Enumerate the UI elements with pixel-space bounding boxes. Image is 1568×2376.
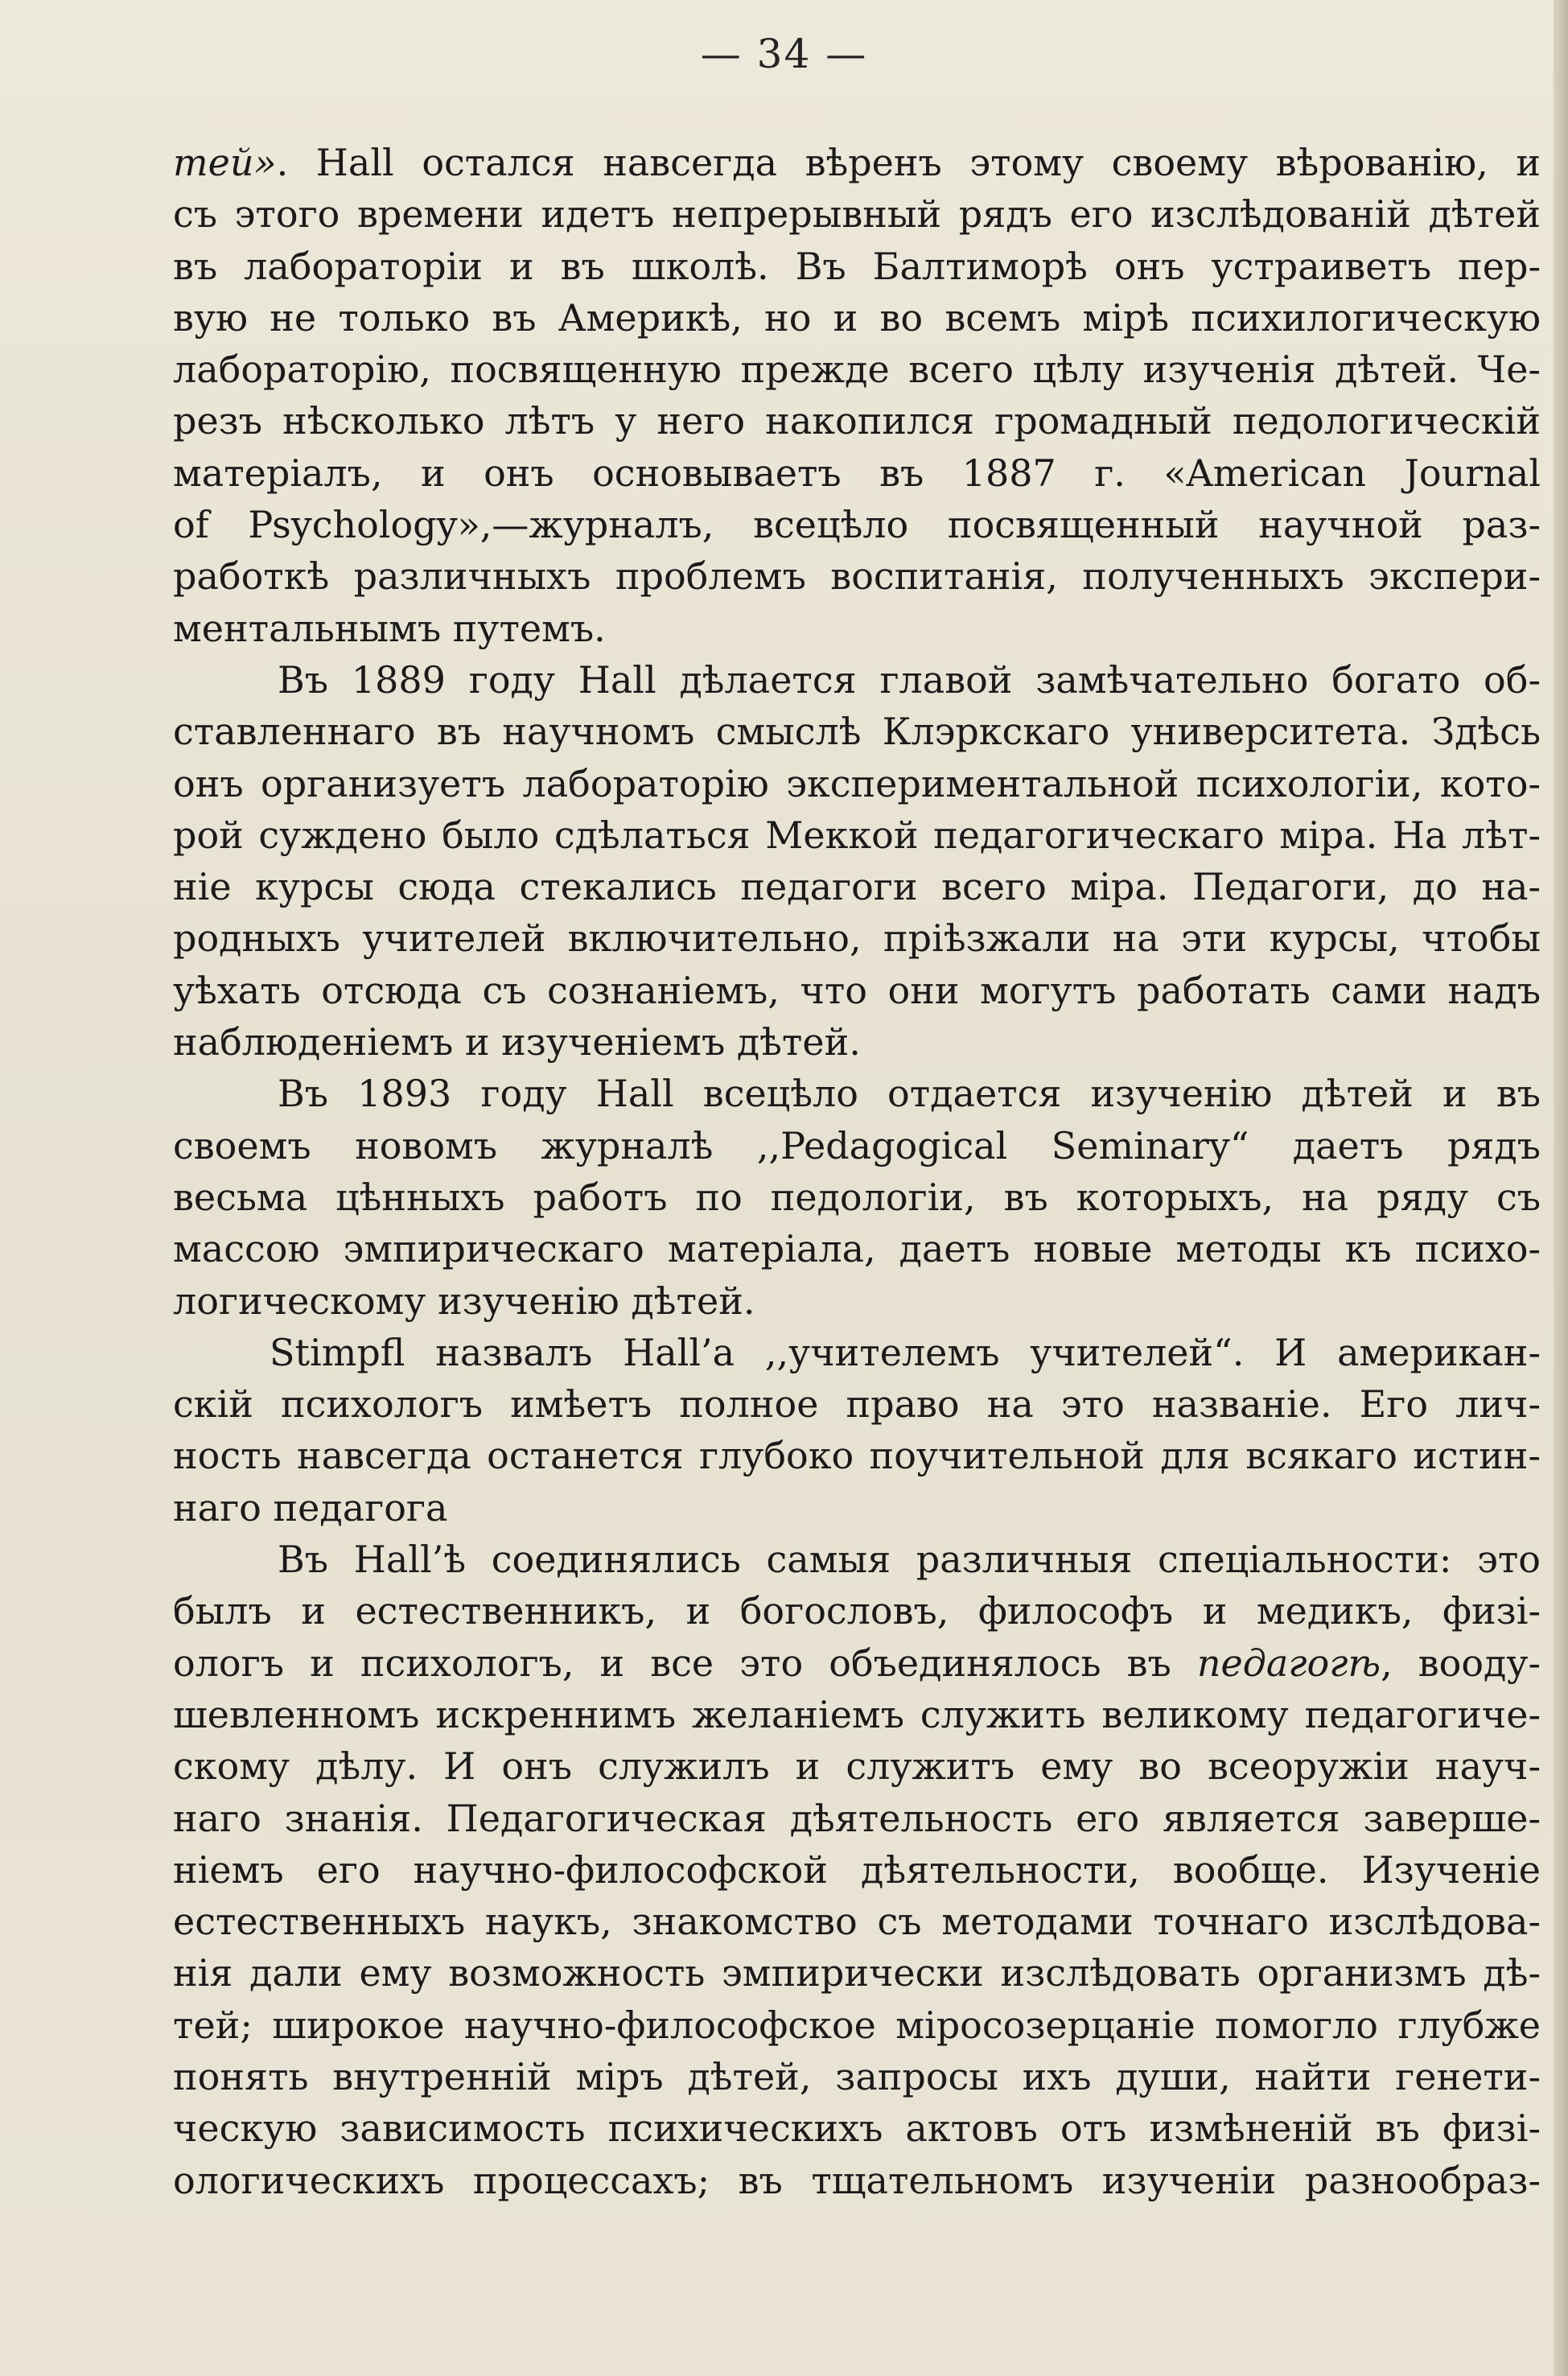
text-line: ность навсегда останется глубоко поучительной для всякаго истин- (173, 1434, 1541, 1478)
text-line: ческую зависимость психическихъ актовъ отъ измѣненій въ физі- (173, 2106, 1541, 2151)
text-line: тей; широкое научно-философское міросозерцаніе помогло глубже (173, 2003, 1541, 2047)
text-line: ологическихъ процессахъ; въ тщательномъ изученіи разнообраз- (173, 2158, 1541, 2202)
text-line: былъ и естественникъ, и богословъ, философъ и медикъ, физі- (173, 1589, 1541, 1633)
text-line: вую не только въ Америкѣ, но и во всемъ мірѣ психилогическую (173, 295, 1541, 340)
text-line: шевленномъ искреннимъ желаніемъ служить великому педагогиче- (173, 1692, 1541, 1736)
text-line: наблюденіемъ и изученіемъ дѣтей. (173, 1020, 861, 1064)
text-line: уѣхать отсюда съ сознаніемъ, что они могутъ работать сами надъ (173, 968, 1541, 1012)
text-line: ментальнымъ путемъ. (173, 606, 606, 650)
page-edge-shadow (1554, 0, 1568, 2376)
text-line: рой суждено было сдѣлаться Меккой педагогическаго міра. На лѣт- (173, 813, 1541, 857)
text-line: логическому изученію дѣтей. (173, 1279, 755, 1323)
text-line: родныхъ учителей включительно, пріѣзжали на эти курсы, чтобы (173, 916, 1541, 961)
text-line: весьма цѣнныхъ работъ по педологіи, въ которыхъ, на ряду съ (173, 1175, 1541, 1219)
text-line: скому дѣлу. И онъ служилъ и служитъ ему во всеоружіи науч- (173, 1744, 1541, 1789)
text-line: работкѣ различныхъ проблемъ воспитанія, полученныхъ экспери- (173, 554, 1541, 599)
text-line: ставленнаго въ научномъ смыслѣ Клэркскаго университета. Здѣсь (173, 710, 1541, 754)
body-text (173, 137, 1541, 2206)
text-line: матеріалъ, и онъ основываетъ въ 1887 г. «American Journal (173, 451, 1541, 495)
paragraph-start-line: Stimpfl назвалъ Hall’a ,,учителемъ учителей“. И американ- (270, 1330, 1541, 1374)
paragraph-start-line: Въ 1893 году Hall всецѣло отдается изученію дѣтей и въ (278, 1072, 1541, 1116)
text-line: наго педагога (173, 1485, 448, 1530)
text-line: наго знанія. Педагогическая дѣятельность его является заверше- (173, 1796, 1541, 1840)
text-line: естественныхъ наукъ, знакомство съ методами точнаго изслѣдова- (173, 1900, 1541, 1944)
text-line: нія дали ему возможность эмпирически изслѣдовать организмъ дѣ- (173, 1951, 1541, 1995)
text-line: въ лабораторіи и въ школѣ. Въ Балтиморѣ онъ устраиветъ пер- (173, 244, 1541, 288)
text-line: резъ нѣсколько лѣтъ у него накопился громадный педологическій (173, 399, 1541, 443)
text-line: ніемъ его научно-философской дѣятельности, вообще. Изученіе (173, 1847, 1541, 1892)
text-line: своемъ новомъ журналѣ ,,Pedagogical Seminary“ даетъ рядъ (173, 1123, 1541, 1167)
text-line: of Psychology»,—журналъ, всецѣло посвященный научной раз- (173, 503, 1541, 547)
text-line: тей». Hall остался навсегда вѣренъ этому своему вѣрованію, и (173, 141, 1541, 184)
italic-fragment: тей» (173, 141, 277, 184)
italic-fragment: педагогѣ (1196, 1641, 1381, 1685)
page-number: — 34 — (700, 31, 868, 77)
text-line: лабораторію, посвященную прежде всего цѣлу изученія дѣтей. Че- (173, 348, 1541, 392)
text-line: ологъ и психологъ, и все это объединялось въ педагогѣ, вооду- (173, 1641, 1541, 1685)
text-line: ніе курсы сюда стекались педагоги всего міра. Педагоги, до на- (173, 865, 1541, 909)
text-line: скій психологъ имѣетъ полное право на это названіе. Его лич- (173, 1382, 1541, 1427)
paragraph-start-line: Въ Hall’ѣ соединялись самыя различныя спеціальности: это (278, 1538, 1541, 1582)
text-line: онъ организуетъ лабораторію экспериментальной психологіи, кото- (173, 761, 1541, 805)
text-line: понять внутренній міръ дѣтей, запросы ихъ души, найти генети- (173, 2054, 1541, 2098)
text-line: съ этого времени идетъ непрерывный рядъ его изслѣдованій дѣтей (173, 192, 1541, 237)
text-line: массою эмпирическаго матеріала, даетъ новые методы къ психо- (173, 1227, 1541, 1271)
paragraph-start-line: Въ 1889 году Hall дѣлается главой замѣчательно богато об- (278, 657, 1541, 702)
